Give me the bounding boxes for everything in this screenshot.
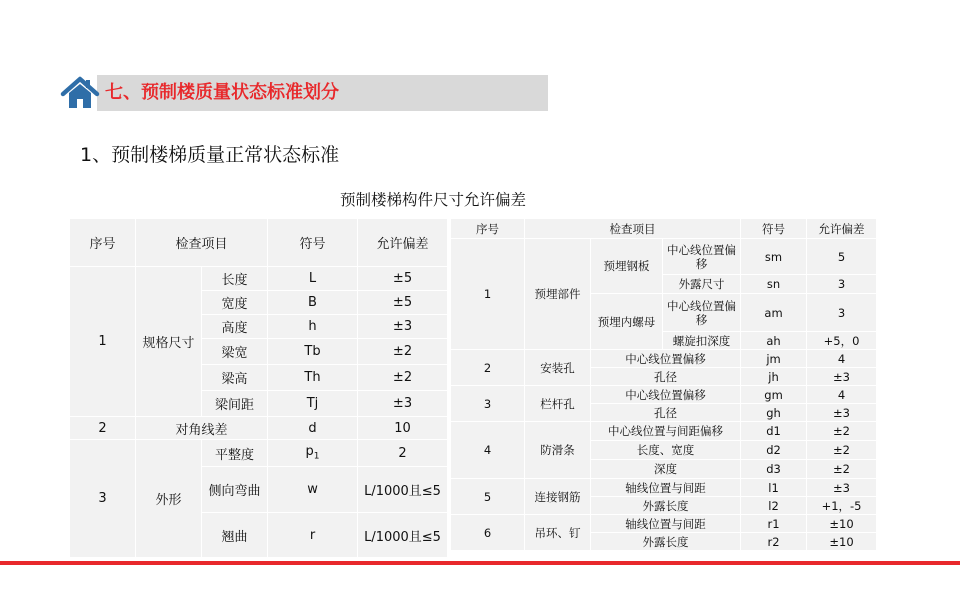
symbol-cell: L [268, 267, 358, 291]
header-cell: 检查项目 [136, 219, 268, 267]
symbol-cell: jm [741, 350, 807, 368]
sub-item: 梁宽 [202, 339, 268, 365]
tolerance-cell: ±3 [807, 479, 877, 497]
table-row [451, 515, 877, 533]
tolerance-cell: ±3 [358, 391, 448, 417]
tolerance-cell: ±2 [358, 365, 448, 391]
part-name: 预埋钢板 [591, 239, 663, 294]
symbol-cell: Tj [268, 391, 358, 417]
header-cell: 允许偏差 [358, 219, 448, 267]
sub-item: 梁高 [202, 365, 268, 391]
row-number: 6 [451, 515, 525, 551]
header-cell: 序号 [70, 219, 136, 267]
tolerance-cell: ±3 [807, 368, 877, 386]
row-number: 2 [70, 417, 136, 440]
tolerance-cell: +5，0 [807, 332, 877, 350]
sub-item: 长度 [202, 267, 268, 291]
tolerance-cell: 4 [807, 386, 877, 404]
check-item: 安装孔 [525, 350, 591, 386]
table-row [451, 239, 877, 275]
detail-cell: 中心线位置偏移 [591, 350, 741, 368]
table-row [70, 267, 448, 291]
detail-cell: 中心线位置偏移 [663, 239, 741, 275]
symbol-cell: d1 [741, 422, 807, 441]
page-subtitle: 1、预制楼梯质量正常状态标准 [80, 144, 340, 166]
tolerance-cell: ±3 [807, 404, 877, 422]
tolerance-cell: ±5 [358, 267, 448, 291]
detail-cell: 长度、宽度 [591, 441, 741, 460]
tolerance-cell: 3 [807, 275, 877, 294]
table-row [70, 417, 448, 440]
sub-item: 宽度 [202, 291, 268, 315]
detail-cell: 外露尺寸 [663, 275, 741, 294]
symbol-cell: w [268, 467, 358, 513]
symbol-cell: d2 [741, 441, 807, 460]
symbol-cell: sn [741, 275, 807, 294]
sub-item: 高度 [202, 315, 268, 339]
tolerance-cell: ±2 [807, 441, 877, 460]
row-number: 1 [451, 239, 525, 350]
detail-cell: 外露长度 [591, 497, 741, 515]
check-item: 吊环、钉 [525, 515, 591, 551]
symbol-cell: Tb [268, 339, 358, 365]
check-item: 栏杆孔 [525, 386, 591, 422]
table-row [451, 422, 877, 441]
sub-item: 梁间距 [202, 391, 268, 417]
row-number: 3 [70, 440, 136, 558]
tolerance-cell: L/1000且≤5 [358, 513, 448, 558]
detail-cell: 螺旋扣深度 [663, 332, 741, 350]
table-row [451, 350, 877, 368]
detail-cell: 中心线位置与间距偏移 [591, 422, 741, 441]
detail-cell: 孔径 [591, 404, 741, 422]
symbol-cell: l2 [741, 497, 807, 515]
row-number: 5 [451, 479, 525, 515]
check-item: 对角线差 [136, 417, 268, 440]
home-icon [60, 73, 100, 113]
check-item: 规格尺寸 [136, 267, 202, 417]
symbol-cell: am [741, 294, 807, 332]
section-title-banner [97, 75, 548, 111]
tolerance-cell: +1，-5 [807, 497, 877, 515]
tolerance-cell: 4 [807, 350, 877, 368]
row-number: 3 [451, 386, 525, 422]
detail-cell: 轴线位置与间距 [591, 515, 741, 533]
tolerance-cell: 5 [807, 239, 877, 275]
row-number: 4 [451, 422, 525, 479]
check-item: 预埋部件 [525, 239, 591, 350]
part-name: 预埋内螺母 [591, 294, 663, 350]
detail-cell: 外露长度 [591, 533, 741, 551]
table-row [70, 440, 448, 467]
sub-item: 侧向弯曲 [202, 467, 268, 513]
embedded-parts-table [450, 218, 877, 551]
symbol-cell: Th [268, 365, 358, 391]
header-cell: 符号 [268, 219, 358, 267]
row-number: 1 [70, 267, 136, 417]
row-number: 2 [451, 350, 525, 386]
detail-cell: 中心线位置偏移 [663, 294, 741, 332]
tolerance-cell: ±2 [807, 460, 877, 479]
table-header-row [70, 219, 448, 267]
table-caption: 预制楼梯构件尺寸允许偏差 [340, 191, 527, 209]
tolerance-cell: 10 [358, 417, 448, 440]
header-cell: 检查项目 [525, 219, 741, 239]
symbol-subscript: 1 [313, 451, 320, 462]
tolerance-cell: ±10 [807, 515, 877, 533]
symbol-cell: gh [741, 404, 807, 422]
symbol-cell: jh [741, 368, 807, 386]
bottom-accent-line [0, 561, 960, 565]
symbol-cell: sm [741, 239, 807, 275]
tolerance-cell: ±5 [358, 291, 448, 315]
dimension-table [69, 218, 448, 558]
symbol-cell: gm [741, 386, 807, 404]
sub-item: 平整度 [202, 440, 268, 467]
symbol-cell: l1 [741, 479, 807, 497]
symbol-cell: r1 [741, 515, 807, 533]
header-cell: 序号 [451, 219, 525, 239]
symbol-cell: B [268, 291, 358, 315]
symbol-cell: d3 [741, 460, 807, 479]
header-cell: 允许偏差 [807, 219, 877, 239]
tolerance-cell: 3 [807, 294, 877, 332]
symbol-cell: r [268, 513, 358, 558]
tolerance-cell: ±3 [358, 315, 448, 339]
check-item: 外形 [136, 440, 202, 558]
symbol-cell: ah [741, 332, 807, 350]
table-row [451, 386, 877, 404]
check-item: 防滑条 [525, 422, 591, 479]
detail-cell: 轴线位置与间距 [591, 479, 741, 497]
detail-cell: 中心线位置偏移 [591, 386, 741, 404]
tolerance-cell: ±2 [358, 339, 448, 365]
section-title: 七、预制楼质量状态标准划分 [105, 82, 339, 103]
symbol-cell: r2 [741, 533, 807, 551]
table-header-row [451, 219, 877, 239]
check-item: 连接钢筋 [525, 479, 591, 515]
symbol-cell: d [268, 417, 358, 440]
header-cell: 符号 [741, 219, 807, 239]
table-row [451, 479, 877, 497]
detail-cell: 孔径 [591, 368, 741, 386]
symbol-cell: $p_1$ [268, 440, 358, 467]
tolerance-cell: L/1000且≤5 [358, 467, 448, 513]
sub-item: 翘曲 [202, 513, 268, 558]
tolerance-cell: 2 [358, 440, 448, 467]
symbol-cell: h [268, 315, 358, 339]
tolerance-cell: ±10 [807, 533, 877, 551]
tolerance-cell: ±2 [807, 422, 877, 441]
detail-cell: 深度 [591, 460, 741, 479]
